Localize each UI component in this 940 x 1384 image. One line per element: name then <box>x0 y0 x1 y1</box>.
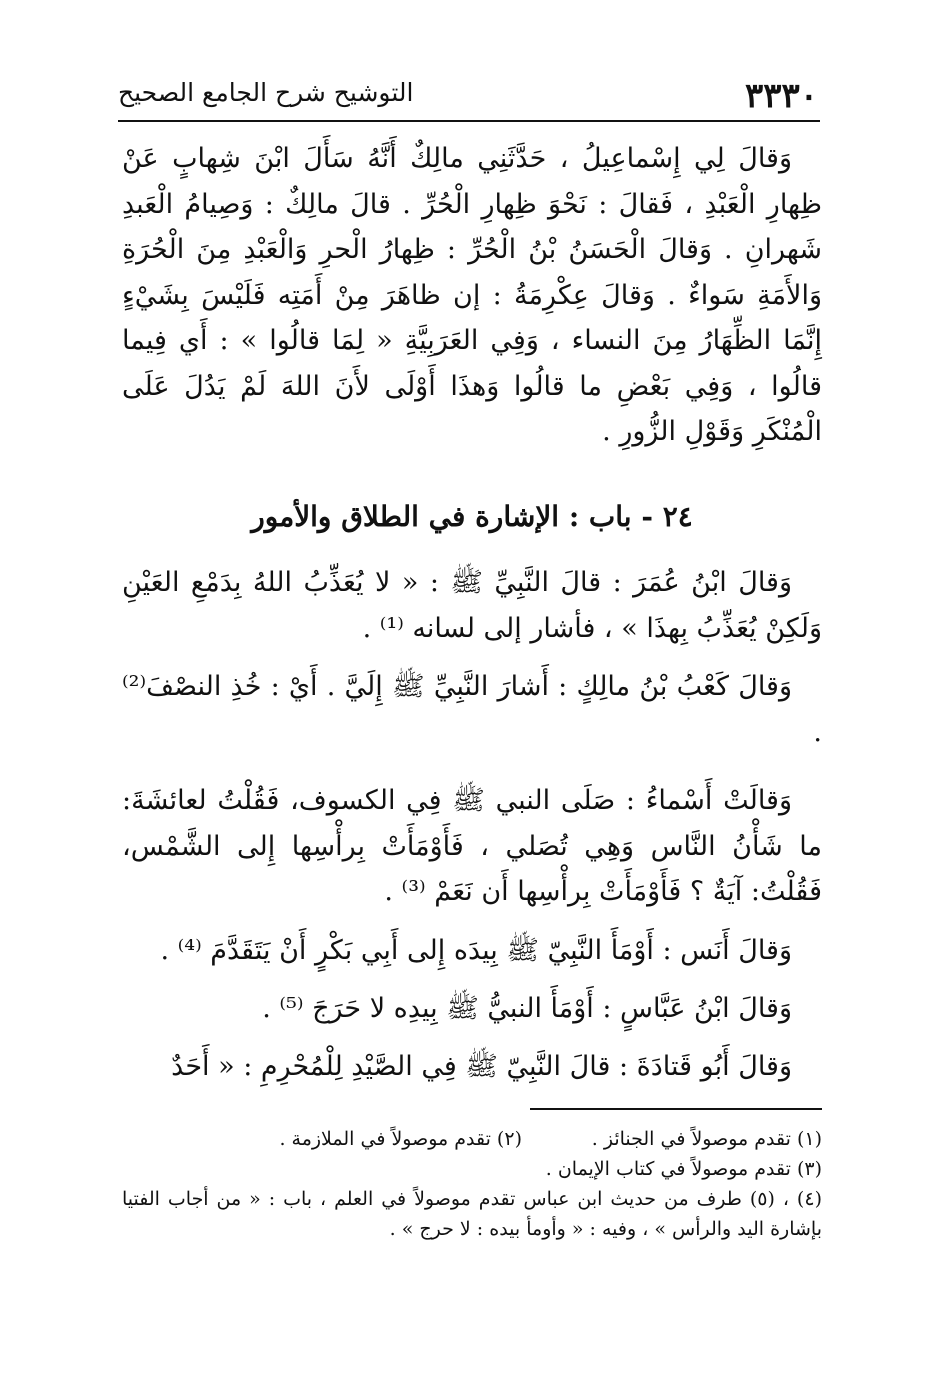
footnote-row <box>122 1124 822 1154</box>
paragraph-abu-qatada <box>122 1044 822 1090</box>
page-header <box>118 72 818 116</box>
footnote-4-5: (٤) ، (٥) طرف من حديث ابن عباس تقدم موصولاً في العلم ، باب : « من أجاب الفتيا بإشارة اليد والرأس » ، وفيه : « وأومأ بيده : لا حرج » . <box>122 1188 822 1240</box>
paragraph-anas <box>122 928 822 974</box>
paragraph-ibn-umar <box>122 560 822 651</box>
intro-text: وَقالَ لِي إِسْماعِيلُ ، حَدَّثَنِي مالِكٌ أَنَّهُ سَأَلَ ابْنَ شِهابٍ عَنْ ظِهارِ الْعَبْدِ ، فَقالَ : نَحْوَ ظِهارِ الْحُرِّ . قالَ مالِكٌ : وَصِيامُ الْعَبدِ شَهرانِ . وَقالَ الْحَسَنُ بْنُ الْحُرِّ : ظِهارُ الْحرِ وَالْعَبْدِ مِنَ الْحُرَةِ وَالأَمَةِ سَواءٌ . وَقالَ عِكْرِمَةُ : إن ظاهَرَ مِنْ أَمَتِه فَلَيْسَ بِشَيْءٍ إِنَّمَا الظِّهَارُ مِنَ النساء ، وَفِي العَرَبِيَّةِ « لِمَا قالُوا » : أَي فِيما قالُوا ، وَفِي بَعْضِ ما قالُوا وَهذَا أَوْلَى لأَنَ اللهَ لَمْ يَدُلَ عَلَى الْمُنْكَرِ وَقَوْلِ الزُّورِ . <box>122 143 822 447</box>
footnote-1: (١) تقدم موصولاً في الجنائز . <box>591 1128 822 1150</box>
footnote-divider <box>530 1108 822 1110</box>
running-title: التوشيح شرح الجامع الصحيح <box>118 78 414 107</box>
paragraph-text: وَقالَ أَبُو قَتادَةَ : قالَ النَّبِيّ ﷺ فِي الصَّيْدِ لِلْمُحْرِمِ : « أَحَدٌ <box>171 1051 792 1082</box>
paragraph-ibn-abbas <box>122 986 822 1032</box>
paragraph-kaab <box>122 664 822 755</box>
chapter-heading: ٢٤ - باب : الإشارة في الطلاق والأمور <box>251 500 693 533</box>
page-number: ٣٣٣٠ <box>744 76 818 116</box>
intro-paragraph <box>122 136 822 455</box>
footnote-3: (٣) تقدم موصولاً في كتاب الإيمان . <box>545 1158 822 1180</box>
paragraph-text: وَقالَ ابْنُ عَبَّاسٍ : أَوْمَأَ النبيُّ ﷺ بِيدِه لا حَرَجَ ⁽⁵⁾ . <box>262 993 792 1024</box>
footnotes <box>122 1124 822 1244</box>
paragraph-text: وَقالَ أَنَس : أَوْمَأَ النَّبِيّ ﷺ بِيدَه إِلى أَبِي بَكْرٍ أَنْ يَتَقَدَّمَ ⁽⁴⁾ . <box>160 935 792 966</box>
footnote-2: (٢) تقدم موصولاً في الملازمة . <box>279 1128 522 1150</box>
paragraph-text: وَقالَ كَعْبُ بْنُ مالِكٍ : أَشارَ النَّبِيِّ ﷺ إِلَيَّ . أَيْ : خُذِ النصْفَ⁽²⁾ . <box>122 671 822 748</box>
paragraph-asma <box>122 778 822 915</box>
paragraph-text: وَقالَتْ أَسْماءُ : صَلَى النبي ﷺ فِي الكسوف، فَقُلْتُ لعائشَةَ: ما شَأْنُ النَّاس وَهِي تُصَلي ، فَأَوْمَأَتْ بِرأْسِها إِلى الشَّمْس، فَقُلْتُ: آيَةٌ ؟ فَأَوْمَأَتْ بِرأْسِها أَن نَعَمْ ⁽³⁾ . <box>122 785 822 907</box>
header-divider <box>118 120 820 122</box>
paragraph-text: وَقالَ ابْنُ عُمَرَ : قالَ النَّبِيِّ ﷺ : « لا يُعَذِّبُ اللهُ بِدَمْعِ العَيْنِ وَلَكِنْ يُعَذِّبُ بِهذَا » ، فأشار إلى لسانه ⁽¹⁾ . <box>122 567 822 644</box>
